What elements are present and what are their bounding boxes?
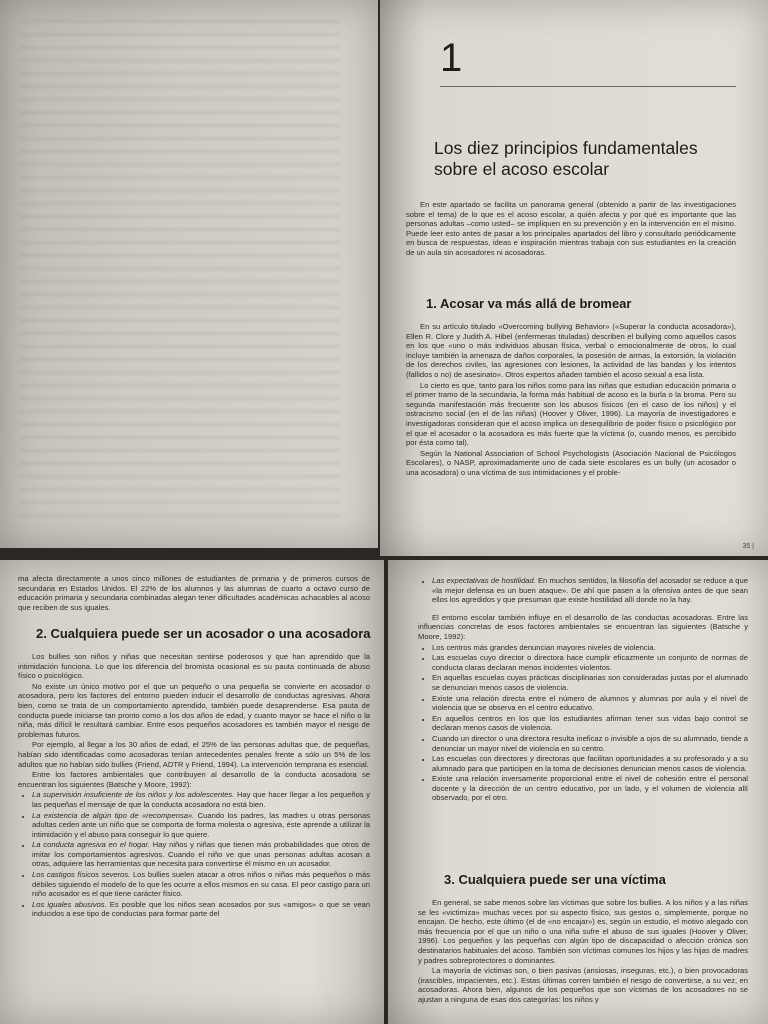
list-item: • Existe una relación inversamente proporcional entre el nivel de cohesión entre el personal docente y la dirección de un centro educativo, por un lado, y el volumen de violencia allí observado, por el otro. bbox=[432, 774, 748, 803]
section-3-body bbox=[418, 898, 748, 1006]
chapter-title-line-1: Los diez principios fundamentales bbox=[434, 138, 698, 158]
section-1-paragraph: Lo cierto es que, tanto para los niños como para las niñas que estudian educación primaria o el primer tramo de la secundaria, la forma más habitual de acoso es la burla o la broma. Pero su segunda manifestación más frecuente son los abusos físicos (en el caso de los niños) y el ostracismo social (en el de las niñas) (Hoover y Oliver, 1996). La mayoría de investigadores e investigadoras consideran que el acoso implica un desequilibrio de poder físico o psicológico por el que el acosador o la acosadora es más fuerte que la víctima (o, cuando menos, es percibido por ésta como tal). bbox=[406, 380, 736, 448]
bleed-through-texture bbox=[20, 20, 340, 520]
left-text-page bbox=[0, 560, 384, 1024]
section-1-heading: 1. Acosar va más allá de bromear bbox=[426, 296, 632, 311]
section-2-paragraph: Por ejemplo, al llegar a los 30 años de edad, el 25% de las personas adultas que, de pequeñas, habían sido identificadas como acosadoras tenían antecedentes penales frente a sólo un 5% de los adultos que no habían sido bullies (Friend, ADTR y Friend, 1994). La intervención temprana es esencial. bbox=[18, 740, 370, 769]
section-2-paragraph: Los bullies son niños y niñas que necesitan sentirse poderosos y que han aprendido que la intimidación funciona. Lo que los diferencia del bromista ocasional es su pauta continuada de abuso físico o psicológico. bbox=[18, 652, 370, 681]
list-item: • En aquellos centros en los que los estudiantes afirman tener sus vidas bajo control se declaran menos casos de violencia. bbox=[432, 714, 748, 733]
right-text-page bbox=[388, 560, 768, 1024]
list-item: • La existencia de algún tipo de «recompensa». Cuando los padres, las madres u otras personas adultas ceden ante un niño que se comporta de forma molesta o agresiva, éste aprende a utilizar la intimidación y el abuso para conseguir lo que quiere. bbox=[32, 811, 370, 840]
section-3-paragraph: La mayoría de víctimas son, o bien pasivas (ansiosas, inseguras, etc.), o bien provocadoras (irascibles, impacientes, etc.). Estas últimas corren también el riesgo de convertirse, a su vez, en acosadoras. Ahora bien, algunos de los pequeños que son víctimas de los acosadores no se ajustan a ninguna de esas dos categorías: los niños y bbox=[418, 966, 748, 1004]
chapter-number: 1 bbox=[440, 36, 463, 80]
list-item: • Existe una relación directa entre el número de alumnos y alumnas por aula y el nivel de violencia que se observa en el centro educativo. bbox=[432, 694, 748, 713]
section-2-continuation bbox=[418, 576, 748, 804]
section-2-body bbox=[18, 652, 370, 920]
section-3-paragraph: En general, se sabe menos sobre las víctimas que sobre los bullies. A los niños y a las niñas se les «victimiza» muchas veces por su aspecto físico, sus gestos o, simplemente, porque no encajan. De hecho, este último (el de «no encajar») es, según un estudio, el motivo alegado con más frecuencia por el que un niño o una niña sufre el abuso de sus iguales (Hoover y Oliver, 1996). Los pequeños y las pequeñas con algún tipo de discapacidad o afección crónica son destinatarios habituales del acoso. También son víctimas comunes los hijos y las hijas de madres y padres sobreprotectores o dominantes. bbox=[418, 898, 748, 965]
list-item: • Cuando un director o una directora resulta ineficaz o invisible a ojos de su alumnado, tiende a denunciar un mayor nivel de violencia en su centro. bbox=[432, 734, 748, 753]
continuation-paragraph: ma afecta directamente a unos cinco millones de estudiantes de primaria y de primeros cursos de secundaria en Estados Unidos. El 22% de los alumnos y las alumnas de cuarto a octavo curso de educación primaria y secundaria combinadas alegan tener dificultades académicas achacables al acoso que reciben de sus iguales. bbox=[18, 574, 370, 612]
list-item: • Los centros más grandes denuncian mayores niveles de violencia. bbox=[432, 643, 748, 653]
environmental-factors-list bbox=[18, 790, 370, 919]
chapter-rule bbox=[440, 86, 736, 87]
section-2-paragraph: No existe un único motivo por el que un pequeño o una pequeña se convierte en acosador o acosadora, pero los factores del entorno pueden inducir el desarrollo de conductas agresivas. Ahora bien, como se trata de un comportamiento aprendido, también puede desaprenderse. Esa pauta de conducta puede iniciarse tan pronto como a los dos años de edad, y cuanto mayor se hace el niño o la niña, más difícil le resultará cambiar. Entre esos pequeños acosadores es también mayor el riesgo de problemas futuros. bbox=[18, 681, 370, 739]
list-item: • La supervisión insuficiente de los niños y los adolescentes. Hay que hacer llegar a los pequeños y las pequeñas el mensaje de que la conducta acosadora no está bien. bbox=[32, 790, 370, 809]
list-item: • La conducta agresiva en el hogar. Hay niños y niñas que tienen más probabilidades que otros de imitar los comportamientos agresivos. Cuando el niño ve que unas personas adultas acosan a otras, adquiere las herramientas que necesita para convertirse él mismo en un acosador. bbox=[32, 840, 370, 869]
section-1-paragraph: Según la National Association of School Psychologists (Asociación Nacional de Psicólogos Escolares), o NASP, aproximadamente uno de cada siete escolares es un bully (un acosador o una acosadora) o una víctima de sus intimidaciones y el proble- bbox=[406, 448, 736, 477]
section-2-heading: 2. Cualquiera puede ser un acosador o una acosadora bbox=[36, 626, 371, 641]
list-item: • Las escuelas cuyo director o directora hace cumplir eficazmente un conjunto de normas de conducta claras declaran menos incidentes violentos. bbox=[432, 653, 748, 672]
section-3-heading: 3. Cualquiera puede ser una víctima bbox=[444, 872, 666, 887]
list-item: • Las escuelas con directores y directoras que facilitan oportunidades a su profesorado y a su alumnado para que participen en la toma de decisiones denuncian menos casos de violencia. bbox=[432, 754, 748, 773]
school-factors-list bbox=[418, 643, 748, 804]
section-1-paragraph: En su artículo titulado «Overcoming bullying Behavior» («Superar la conducta acosadora»), Ellen R. Clore y Judith A. Hibel (enfermeras tituladas) describen el bullying como aquellos casos en los que «uno o más individuos abusan física, verbal o emocionalmente de otros, lo cual incluye también la amenaza de daños corporales, la posesión de armas, la extorsión, la violación de los derechos civiles, las agresiones con lesiones, la actividad de las bandas y los intentos (fallidos o no) de asesinato». Otros expertos añaden también el acoso sexual a esa lista. bbox=[406, 322, 736, 379]
page-number: 35 | bbox=[742, 543, 754, 550]
blank-left-page bbox=[0, 0, 378, 548]
hostility-bullet bbox=[418, 576, 748, 605]
chapter-title bbox=[434, 138, 734, 180]
list-item: • Los castigos físicos severos. Los bullies suelen atacar a otros niños o niñas más pequeños o más débiles siguiendo el modelo de lo que les ocurre a ellos mismos en su casa. El peor castigo para un niño acosador es el que tiene carácter físico. bbox=[32, 870, 370, 899]
section-1-body bbox=[406, 322, 736, 479]
list-item: • Las expectativas de hostilidad. En muchos sentidos, la filosofía del acosador se reduce a que «la mejor defensa es un buen ataque». De ahí que pasen a la ofensiva antes de que sean ellos los agredidos y que presuman que existe hostilidad allí donde no la hay. bbox=[432, 576, 748, 605]
list-item: • En aquellas escuelas cuyas prácticas disciplinarias son consideradas justas por el alumnado se denuncian menos casos de violencia. bbox=[432, 673, 748, 692]
list-item: • Los iguales abusivos. Es posible que los niños sean acosados por sus «amigos» o que se vean inducidos a ese tipo de conductas para formar parte del bbox=[32, 900, 370, 919]
intro-paragraph: En este apartado se facilita un panorama general (obtenido a partir de las investigaciones sobre el tema) de lo que es el acoso escolar, a quién afecta y por qué es importante que las personas adultas –como usted– se impliquen en su prevención y en la intervención en el mismo. Puede leer esto antes de pasar a los principales apartados del libro y consultarlo periódicamente en busca de respuestas, ideas e inspiración mientras trabaja con sus estudiantes en la creación de un aula sin acosadores ni acosadoras. bbox=[406, 200, 736, 257]
chapter-title-line-2: sobre el acoso escolar bbox=[434, 159, 610, 179]
chapter-opening-page bbox=[380, 0, 768, 556]
school-environment-paragraph: El entorno escolar también influye en el desarrollo de las conductas acosadoras. Entre las influencias concretas de esos factores ambientales se encuentran las siguientes (Batsche y Moore, 1992): bbox=[418, 612, 748, 641]
section-2-paragraph: Entre los factores ambientales que contribuyen al desarrollo de la conducta acosadora se encuentran los siguientes (Batsche y Moore, 1992): bbox=[18, 770, 370, 789]
